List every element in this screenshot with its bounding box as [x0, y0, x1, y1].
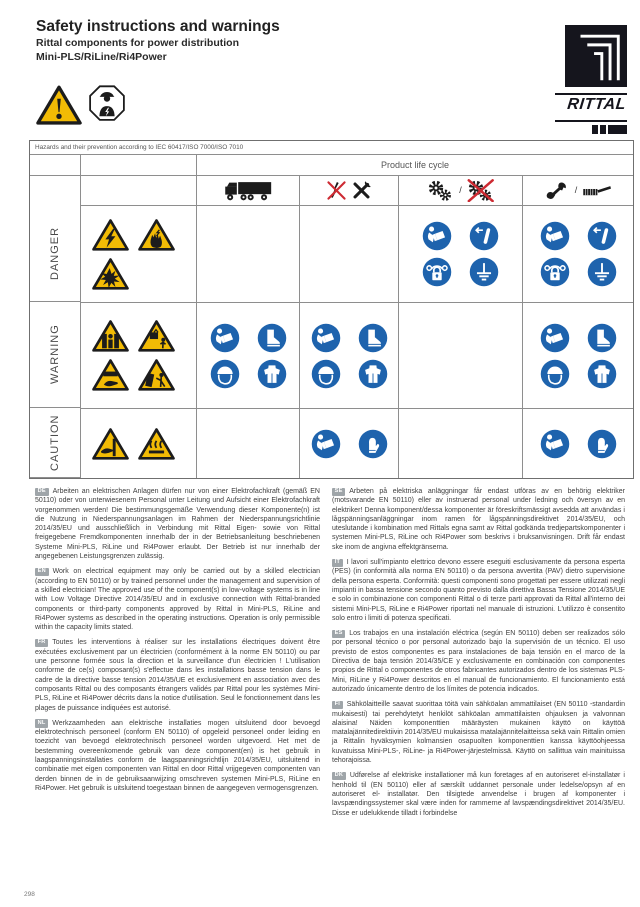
lang-badge-it: IT: [332, 559, 343, 567]
lang-badge-se: SE: [332, 488, 345, 496]
safety-helmet-icon: [540, 359, 570, 389]
lifecycle-column-operation: [398, 175, 522, 205]
arc-flash-warning-icon: [92, 257, 129, 291]
text-column-right: [332, 487, 625, 824]
hand-electric-shock-warning-icon: [138, 218, 175, 252]
prevention-icons-cell: [522, 302, 633, 408]
text-column-left: [35, 487, 320, 799]
no-gears-icon: [467, 179, 494, 202]
safety-helmet-icon: [311, 359, 341, 389]
no-screwdriver-icon: [326, 180, 347, 201]
prevention-icons-cell: [522, 205, 633, 302]
lang-section-fi: FI Sähkölaitteille saavat suorittaa töitä vain sähköalan ammattilaiset (EN 50110 -standardin mukaisesti) tai perehdytetyt henkilöt sähköalan ammattilaisten ohjauksen ja valvonnan alaisina! Näiden komponenttien määräysten mukainen käyttö on käyttöä matalajännitedirektiivin 2014/35/EU mukaisissa matalajännitelaitteissa sekä vain Rittalin omien ja Rittalin hyväksymien kolmansien osapuolten komponenttien kanssa käyttöohjeessa kuvatuissa Mini-PLS-, RiLine- ja Ri4Power-järjestelmissä. Käyttö on sallittua vain mainituissa tehorajoissa.: [332, 701, 625, 765]
lifecycle-column-assembly: [299, 175, 398, 205]
lang-badge-dk: DK: [332, 772, 346, 780]
truck-icon: [223, 179, 273, 202]
rittal-logo-square-icon: [565, 24, 627, 88]
connect-earth-icon: [587, 257, 617, 287]
spacer-cell: [30, 175, 80, 205]
protective-gloves-icon: [587, 429, 617, 459]
row-label-danger: DANGER: [30, 205, 80, 302]
slash-separator: /: [459, 185, 462, 195]
lockout-icon: [540, 257, 570, 287]
prevention-icons-cell: [299, 408, 398, 478]
crossed-tools-icon: [351, 180, 372, 201]
header-safety-icons: [36, 84, 126, 126]
lifecycle-column-transport: [196, 175, 299, 205]
lang-section-en: EN Work on electrical equipment may only be carried out by a skilled electrician (according to EN 50110) or by trained personnel under the management and supervision of a skilled electrician! The approved use of the component(s) in low-voltage systems is in line with Low Voltage Directive 2014/35/EU and in exclusive connection with Rittal-branded components or third-party components approved by Rittal in Mini-PLS, RiLine and Ri4Power systems as described in the operating instructions. Operation is only permissible within the capacity limits stated.: [35, 568, 320, 632]
hazard-icons-cell: [80, 205, 196, 302]
prevention-icons-cell: [299, 205, 398, 302]
spacer-cell: [80, 175, 196, 205]
lang-section-nl: NL Werkzaamheden aan elektrische installaties mogen uitsluitend door bevoegd elektrotechnisch personeel (conform EN 50110) of opgeleid personeel onder leiding en toezicht van bevoegd elektrotechnisch personeel worden uitgevoerd. Het met de bestemming overeenkomende gebruik van deze component(en) is het gebruik in laagspanningsinstallaties conform de laagspanningsrichtlijn 2014/35/EU, uitsluitend in combinatie met eigen componenten van Rittal en door Rittal vrijgegeven componenten van derden binnen de in de gebruiksaanwijzing omschreven systemen Mini-PLS, RiLine en Ri4Power. Het gebruik is uitsluitend toegestaan binnen de aangegeven vermogensgrenzen.: [35, 719, 320, 792]
lang-section-de: DE Arbeiten an elektrischen Anlagen dürfen nur von einer Elektrofachkraft (gemäß EN 50110) oder von unterwiesenem Personal unter Leitung und Aufsicht einer Elektrofachkraft vorgenommen werden! Die bestimmungsgemäße Verwendung dieser Komponente(n) ist die Nutzung in Niederspannungsanlagen im Rahmen der Niederspannungsrichtlinie 2014/35/EU und ausschließlich in Verbindung mit Rittal Eigen- sowie von Rittal freigegebene Fremdkomponenten innerhalb der in der Betriebsanleitung beschriebenen Systeme Mini-PLS, RiLine und Ri4Power erlaubt. Der Betrieb ist nur innerhalb der angegebenen Leistungsgrenzen zulässig.: [35, 488, 320, 561]
logo-wordmark: RITTAL: [566, 96, 627, 113]
read-manual-icon: [311, 429, 341, 459]
lang-section-dk: DK Udførelse af elektriske installationer må kun foretages af en autoriseret el-installatør i henhold til (EN 50110) eller af særskilt uddannet personale under ledelse/opsyn af en autoriseret el- installatør. Den tilsigtede anvendelse i brugen af komponenter i lavspændingssystemer skal være inden for rammerne af lavspændingsdirektivet 2014/35/EU. Disse er udelukkende tilladt i forbindelse: [332, 772, 625, 817]
lang-badge-nl: NL: [35, 719, 48, 727]
lang-section-se: SE Arbeten på elektriska anläggningar får endast utföras av en behörig elektriker (motsvarande EN 50110) eller av instruerad personal under ledning och översyn av en elektriker! Denna komponent/dessa komponenter är föreskriftsmässigt avsedda att användas i lågspänningsanläggningar inom ramen för lågspänningsdirektivet 2014/35/EU, och uteslutande i kombination med Rittals egna samt av Rittal godkända tredjepartskomponenter i systemen Mini-PLS, RiLine och Ri4Power som beskrivs i bruksanvisningen. Drift får endast ske inom de angivna effektgränserna.: [332, 488, 625, 551]
prevention-icons-cell: [398, 205, 522, 302]
read-manual-icon: [540, 221, 570, 251]
lang-section-es: ES Los trabajos en una instalación eléctrica (según EN 50110) deben ser realizados sólo por personal técnico o por personal autorizado bajo la supervisión de un técnico. El uso previsto de estos componentes es para instalaciones de baja tensión en el marco de la Directiva de baja tensión 2014/35/CE y exclusivamente en combinación con componentes propios de Rittal o componentes de otros fabricantes autorizados dentro de los sistemas PLS-Mini, RiLine y Ri4Power descritos en el manual de funcionamiento. El funcionamiento está autorizado únicamente dentro de los límites de potencia indicados.: [332, 630, 625, 693]
logo-rule-bottom: [555, 120, 627, 122]
brush-icon: [582, 184, 612, 197]
safety-helmet-icon: [210, 359, 240, 389]
page-title: Safety instructions and warnings: [36, 18, 280, 35]
lang-section-it: IT I lavori sull'impianto elettrico devono essere eseguiti esclusivamente da persona esperta (PES) (in conformità alla norma EN 50110) o da persona avvertita (PAV) dietro supervisione della persona esperta. Conformità: questi componenti sono progettati per essere utilizzati negli impianti in bassa tensione secondo quanto previsto dalla direttiva Bassa Tensione 2014/35/UE e solo in combinazione con componenti Rittal o di terze parti approvati da Rittal all'interno dei sistemi Mini-PLS, RiLine e Ri4Power riportati nel manuale di istruzioni. L'utilizzo è consentito solo entro i limiti di potenza specificati.: [332, 559, 625, 622]
page-number: 298: [24, 891, 35, 898]
wrench-hand-icon: [544, 180, 570, 201]
title-block: [36, 18, 280, 64]
read-manual-icon: [540, 323, 570, 353]
prevention-icons-cell: [299, 302, 398, 408]
suspended-load-warning-icon: [138, 319, 175, 353]
table-caption: Hazards and their prevention according to IEC 60417/ISO 7000/ISO 7010: [35, 143, 244, 151]
logo-blocks: [555, 125, 627, 134]
crushing-warning-icon: [92, 319, 129, 353]
safety-boots-icon: [358, 323, 388, 353]
read-manual-icon: [540, 429, 570, 459]
read-manual-icon: [311, 323, 341, 353]
protective-clothing-icon: [358, 359, 388, 389]
high-voltage-warning-icon: [92, 218, 129, 252]
lifecycle-column-maintenance: [522, 175, 633, 205]
protective-gloves-icon: [358, 429, 388, 459]
hand-injury-warning-icon: [92, 358, 129, 392]
lang-badge-de: DE: [35, 488, 49, 496]
rittal-logo: [555, 24, 627, 134]
connect-earth-icon: [469, 257, 499, 287]
sharp-element-warning-icon: [92, 427, 129, 461]
lockout-icon: [422, 257, 452, 287]
read-manual-icon: [210, 323, 240, 353]
prevention-icons-cell: [398, 408, 522, 478]
qualified-electrician-icon: [88, 84, 126, 122]
lang-section-fr: FR Toutes les interventions à réaliser sur les installations électriques doivent être exécutées exclusivement par un électricien (conformément à la norme EN 50110) ou par une personne formée sous la direction et la surveillance d'un électricien ! L'utilisation conforme de ce(s) composant(s) s'effectue dans les installations basse tension dans le cadre de la directive basse tension 2014/35/UE et exclusivement en association avec des composants Rittal ou des composants étrangers validés par Rittal pour les systèmes Mini-PLS, RiLine et Ri4Power décrits dans la notice d'utilisation. Seul le fonctionnement dans les plages de puissance indiquées est autorisé.: [35, 639, 320, 712]
tipping-load-warning-icon: [138, 358, 175, 392]
page-subtitle-product: Mini-PLS/RiLine/Ri4Power: [36, 50, 167, 63]
lang-badge-fr: FR: [35, 639, 48, 647]
protective-clothing-icon: [257, 359, 287, 389]
spacer-cell: [80, 154, 196, 175]
safety-boots-icon: [257, 323, 287, 353]
general-warning-icon: [36, 84, 82, 126]
prevention-icons-cell: [196, 408, 299, 478]
hazard-icons-cell: [80, 302, 196, 408]
row-label-caution: CAUTION: [30, 408, 80, 478]
spacer-cell: [30, 154, 80, 175]
prevention-icons-cell: [522, 408, 633, 478]
protective-clothing-icon: [587, 359, 617, 389]
slash-separator: /: [574, 185, 578, 195]
page-subtitle: Rittal components for power distribution: [36, 36, 239, 49]
lang-badge-es: ES: [332, 630, 345, 638]
hazard-prevention-table: [29, 140, 634, 479]
lang-badge-fi: FI: [332, 701, 343, 709]
disconnect-supply-icon: [469, 221, 499, 251]
hazard-icons-cell: [80, 408, 196, 478]
disconnect-supply-icon: [587, 221, 617, 251]
prevention-icons-cell: [398, 302, 522, 408]
row-label-warning: WARNING: [30, 302, 80, 408]
safety-boots-icon: [587, 323, 617, 353]
prevention-icons-cell: [196, 205, 299, 302]
lifecycle-header: Product life cycle: [196, 154, 633, 175]
gears-icon: [427, 179, 454, 202]
lang-badge-en: EN: [35, 568, 49, 576]
hot-surface-warning-icon: [138, 427, 175, 461]
read-manual-icon: [422, 221, 452, 251]
prevention-icons-cell: [196, 302, 299, 408]
